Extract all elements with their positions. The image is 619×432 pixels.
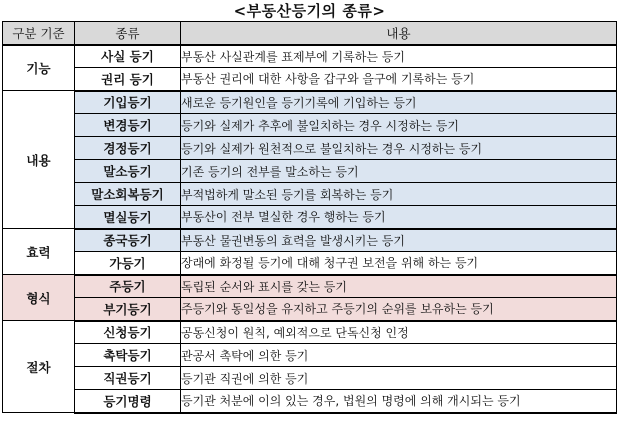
row-kind: 촉탁등기 bbox=[75, 344, 181, 367]
row-content: 장래에 화정될 등기에 대해 청구권 보전을 위해 하는 등기 bbox=[181, 252, 617, 275]
table-row bbox=[3, 160, 617, 183]
header-category: 구분 기준 bbox=[3, 22, 75, 45]
row-content: 부동산 사실관계를 표제부에 기록하는 등기 bbox=[181, 45, 617, 68]
row-kind: 사실 등기 bbox=[75, 45, 181, 68]
row-kind: 부기등기 bbox=[75, 298, 181, 321]
row-kind: 말소등기 bbox=[75, 160, 181, 183]
row-kind: 등기명령 bbox=[75, 390, 181, 413]
row-kind: 변경등기 bbox=[75, 114, 181, 137]
category-form: 형식 bbox=[3, 275, 75, 321]
table-row bbox=[3, 344, 617, 367]
row-content: 기존 등기의 전부를 말소하는 등기 bbox=[181, 160, 617, 183]
row-content: 주등기와 동일성을 유지하고 주등기의 순위를 보유하는 등기 bbox=[181, 298, 617, 321]
row-kind: 신청등기 bbox=[75, 321, 181, 344]
row-kind: 종국등기 bbox=[75, 229, 181, 252]
table-row bbox=[3, 183, 617, 206]
row-content: 등기관 처분에 이의 있는 경우, 법원의 명령에 의해 개시되는 등기 bbox=[181, 390, 617, 413]
row-content: 부동산 권리에 대한 사항을 갑구와 을구에 기록하는 등기 bbox=[181, 68, 617, 91]
header-content: 내용 bbox=[181, 22, 617, 45]
row-content: 독립된 순서와 표시를 갖는 등기 bbox=[181, 275, 617, 298]
table-row bbox=[3, 68, 617, 91]
row-content: 부적법하게 말소된 등기를 회복하는 등기 bbox=[181, 183, 617, 206]
table-row bbox=[3, 114, 617, 137]
category-effect: 효력 bbox=[3, 229, 75, 275]
table-row bbox=[3, 390, 617, 413]
row-content: 부동산이 전부 멸실한 경우 행하는 등기 bbox=[181, 206, 617, 229]
row-content: 관공서 촉탁에 의한 등기 bbox=[181, 344, 617, 367]
row-content: 등기관 직권에 의한 등기 bbox=[181, 367, 617, 390]
row-kind: 직권등기 bbox=[75, 367, 181, 390]
document-title: <부동산등기의 종류> bbox=[233, 2, 386, 20]
table-row bbox=[3, 137, 617, 160]
row-content: 등기와 실제가 원천적으로 불일치하는 경우 시정하는 등기 bbox=[181, 137, 617, 160]
row-content: 부동산 물권변동의 효력을 발생시키는 등기 bbox=[181, 229, 617, 252]
row-kind: 가등기 bbox=[75, 252, 181, 275]
category-content: 내용 bbox=[3, 91, 75, 229]
category-function: 기능 bbox=[3, 45, 75, 91]
row-kind: 경정등기 bbox=[75, 137, 181, 160]
table-header-row bbox=[3, 22, 617, 45]
table-row bbox=[3, 298, 617, 321]
table-row bbox=[3, 206, 617, 229]
row-kind: 권리 등기 bbox=[75, 68, 181, 91]
table-row bbox=[3, 367, 617, 390]
header-kind: 종류 bbox=[75, 22, 181, 45]
category-procedure: 절차 bbox=[3, 321, 75, 413]
row-kind: 기입등기 bbox=[75, 91, 181, 114]
table-row bbox=[3, 252, 617, 275]
table-row bbox=[3, 275, 617, 298]
row-kind: 멸실등기 bbox=[75, 206, 181, 229]
row-content: 공동신청이 원칙, 예외적으로 단독신청 인정 bbox=[181, 321, 617, 344]
table-row bbox=[3, 91, 617, 114]
table-row bbox=[3, 229, 617, 252]
row-kind: 말소회복등기 bbox=[75, 183, 181, 206]
table-row bbox=[3, 321, 617, 344]
registration-types-table bbox=[2, 21, 617, 414]
table-row bbox=[3, 45, 617, 68]
row-content: 등기와 실제가 추후에 불일치하는 경우 시정하는 등기 bbox=[181, 114, 617, 137]
row-content: 새로운 등기원인을 등기기록에 기입하는 등기 bbox=[181, 91, 617, 114]
row-kind: 주등기 bbox=[75, 275, 181, 298]
